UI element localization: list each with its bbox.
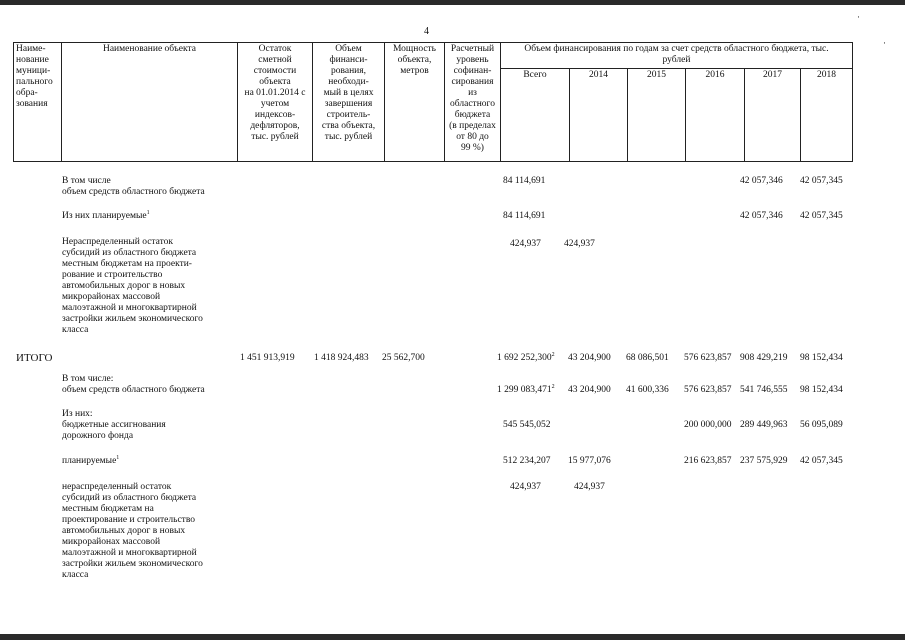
header-financing-volume: Объем финанси- рования, необходи- мый в целях завершения строитель- ства объекта, тыс. рублей [313, 43, 385, 162]
cell-total: 84 114,691 [503, 211, 546, 221]
header-object-name: Наименование объекта [62, 43, 238, 162]
cell-2014: 43 204,900 [568, 385, 611, 395]
cell-total: 84 114,691 [503, 176, 546, 186]
cell-total: 424,937 [510, 239, 541, 249]
scan-speck: · [883, 38, 886, 48]
cell-2015: 41 600,336 [626, 385, 669, 395]
cell-2014: 424,937 [564, 239, 595, 249]
cell-2017: 908 429,219 [740, 353, 788, 363]
row-label: Из них: бюджетные ассигнования дорожного фонда [62, 409, 166, 441]
cell-2017: 289 449,963 [740, 420, 788, 430]
cell-2018: 42 057,345 [800, 456, 843, 466]
page-number: 4 [424, 26, 429, 37]
row-label: В том числе объем средств областного бюджета [62, 176, 205, 197]
row-label: Из них планируемые$^1$ [62, 209, 150, 221]
header-year-2017: 2017 [745, 69, 801, 162]
cell-2014: 43 204,900 [568, 353, 611, 363]
cell-2016: 216 623,857 [684, 456, 732, 466]
scan-border-bottom [0, 634, 905, 640]
cell-financing-volume: 1 418 924,483 [314, 353, 369, 363]
scan-speck: · [857, 12, 860, 22]
cell-2018: 98 152,434 [800, 385, 843, 395]
cell-total: 512 234,207 [503, 456, 551, 466]
cell-2017: 42 057,346 [740, 211, 783, 221]
header-year-2018: 2018 [801, 69, 853, 162]
header-year-2015: 2015 [628, 69, 686, 162]
row-label: планируемые$^1$ [62, 454, 120, 466]
cell-capacity: 25 562,700 [382, 353, 425, 363]
cell-total: 424,937 [510, 482, 541, 492]
header-remaining-cost: Остаток сметной стоимости объекта на 01.01.2014 с учетом индексов- дефляторов, тыс. рублей [238, 43, 313, 162]
cell-2014: 424,937 [574, 482, 605, 492]
scan-border-top [0, 0, 905, 5]
itogo-label: ИТОГО [16, 352, 53, 364]
cell-2016: 576 623,857 [684, 385, 732, 395]
header-cofinancing-level: Расчетный уровень софинан- сирования из областного бюджета (в пределах от 80 до 99 %) [445, 43, 501, 162]
cell-2016: 200 000,000 [684, 420, 732, 430]
header-year-total: Всего [501, 69, 570, 162]
cell-total: 545 545,052 [503, 420, 551, 430]
row-label: нераспределенный остаток субсидий из областного бюджета местным бюджетам на проектирование и строительство автомобильных дорог в новых микрорайонах массовой малоэтажной и многоквартирной застройки жильем экономического класса [62, 482, 203, 580]
cell-total: 1 299 083,471$^2$ [497, 383, 555, 395]
header-year-2014: 2014 [570, 69, 628, 162]
cell-2017: 237 575,929 [740, 456, 788, 466]
cell-2018: 42 057,345 [800, 211, 843, 221]
cell-2018: 98 152,434 [800, 353, 843, 363]
cell-2017: 541 746,555 [740, 385, 788, 395]
cell-2018: 42 057,345 [800, 176, 843, 186]
header-municipality: Наиме- нование муници- пального обра- зования [14, 43, 62, 162]
table-header [13, 42, 853, 162]
header-capacity: Мощность объекта, метров [385, 43, 445, 162]
row-label: В том числе: объем средств областного бюджета [62, 374, 205, 395]
row-label: Нераспределенный остаток субсидий из областного бюджета местным бюджетам на проекти- рование и строительство автомобильных дорог в новых микрорайонах массовой малоэтажной и многоквартирной застройки жильем экономического класса [62, 237, 203, 335]
cell-remaining-cost: 1 451 913,919 [240, 353, 295, 363]
cell-2016: 576 623,857 [684, 353, 732, 363]
cell-2014: 15 977,076 [568, 456, 611, 466]
cell-2017: 42 057,346 [740, 176, 783, 186]
cell-total: 1 692 252,300$^2$ [497, 351, 555, 363]
cell-2015: 68 086,501 [626, 353, 669, 363]
header-years-group: Объем финансирования по годам за счет средств областного бюджета, тыс. рублей [501, 43, 853, 69]
cell-2018: 56 095,089 [800, 420, 843, 430]
header-year-2016: 2016 [686, 69, 745, 162]
